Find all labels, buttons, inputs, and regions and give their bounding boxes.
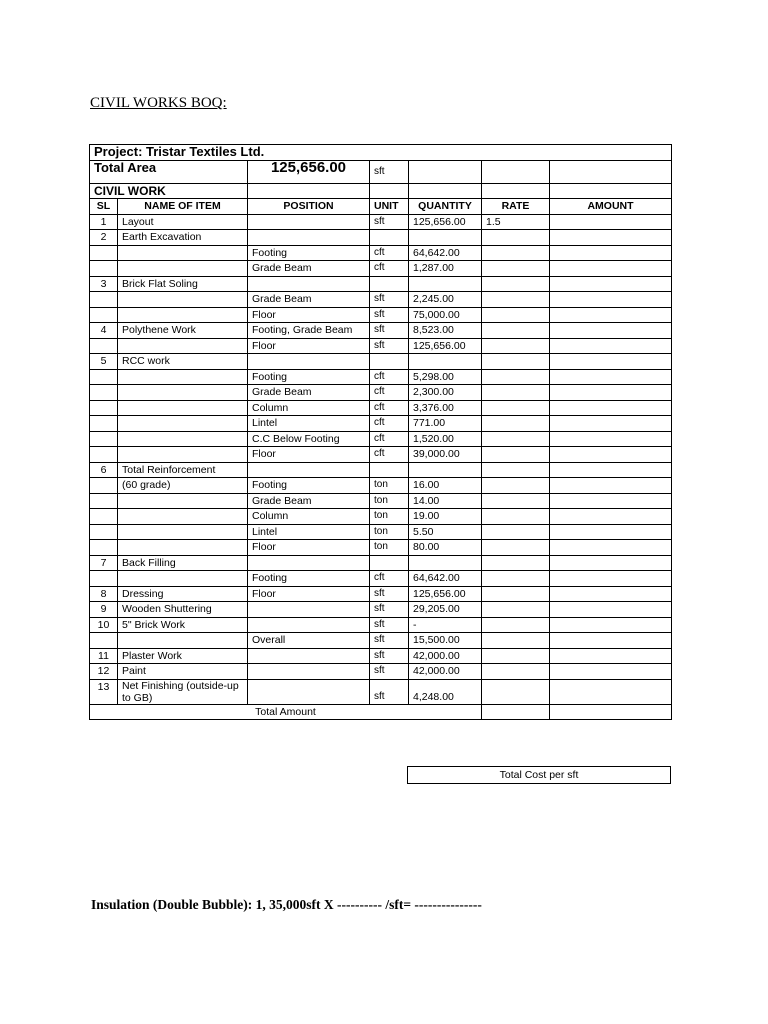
cell-rate (482, 338, 550, 354)
cell-position: Column (248, 509, 370, 525)
cell-amount (550, 230, 672, 246)
cell-rate (482, 261, 550, 277)
cell-quantity: 125,656.00 (409, 214, 482, 230)
cell-unit: cft (370, 416, 409, 432)
header-amount: AMOUNT (550, 199, 672, 215)
table-row (90, 323, 672, 339)
header-quantity: QUANTITY (409, 199, 482, 215)
cell-quantity (409, 230, 482, 246)
cell-position: Lintel (248, 524, 370, 540)
cell-quantity: 42,000.00 (409, 664, 482, 680)
cell-position: Floor (248, 586, 370, 602)
cell-position (248, 617, 370, 633)
cell-amount (550, 493, 672, 509)
cell-item-name (118, 633, 248, 649)
cell-sl: 12 (90, 664, 118, 680)
cell-sl: 13 (90, 679, 118, 704)
cell-quantity: 19.00 (409, 509, 482, 525)
table-row (90, 602, 672, 618)
cell-item-name: RCC work (118, 354, 248, 370)
cell-position: Footing (248, 245, 370, 261)
cell-item-name (118, 385, 248, 401)
cell-item-name (118, 431, 248, 447)
cell-unit: sft (370, 338, 409, 354)
cell-item-name: Polythene Work (118, 323, 248, 339)
cell-quantity: 1,287.00 (409, 261, 482, 277)
cell-quantity: 5.50 (409, 524, 482, 540)
cell-unit: sft (370, 307, 409, 323)
cell-position: Floor (248, 447, 370, 463)
empty-cell (409, 160, 482, 183)
cell-sl (90, 261, 118, 277)
cell-rate (482, 416, 550, 432)
cell-item-name (118, 524, 248, 540)
header-unit: UNIT (370, 199, 409, 215)
cell-unit: ton (370, 509, 409, 525)
cell-position (248, 276, 370, 292)
cell-item-name (118, 292, 248, 308)
empty-cell (550, 160, 672, 183)
cell-unit: cft (370, 447, 409, 463)
cell-unit: cft (370, 369, 409, 385)
total-amount-row (90, 704, 672, 720)
empty-cell (409, 183, 482, 199)
cell-amount (550, 416, 672, 432)
table-row (90, 679, 672, 704)
cell-rate (482, 571, 550, 587)
cell-unit: sft (370, 664, 409, 680)
cell-quantity: 75,000.00 (409, 307, 482, 323)
cell-amount (550, 261, 672, 277)
cell-amount (550, 276, 672, 292)
cell-unit: sft (370, 602, 409, 618)
cell-amount (550, 462, 672, 478)
cell-item-name: (60 grade) (118, 478, 248, 494)
cell-item-name: Dressing (118, 586, 248, 602)
cell-item-name: Plaster Work (118, 648, 248, 664)
cell-amount (550, 354, 672, 370)
cell-item-name (118, 447, 248, 463)
cell-position: Overall (248, 633, 370, 649)
cell-amount (550, 214, 672, 230)
cell-position (248, 664, 370, 680)
cell-amount (550, 648, 672, 664)
cell-quantity: 125,656.00 (409, 338, 482, 354)
cell-amount (550, 338, 672, 354)
cell-rate (482, 633, 550, 649)
cell-unit: sft (370, 292, 409, 308)
cell-position: Footing (248, 571, 370, 587)
cell-amount (550, 447, 672, 463)
cell-unit: ton (370, 540, 409, 556)
cell-position: Footing, Grade Beam (248, 323, 370, 339)
cell-item-name: Brick Flat Soling (118, 276, 248, 292)
cell-item-name (118, 338, 248, 354)
cell-position: Grade Beam (248, 261, 370, 277)
cell-item-name: Back Filling (118, 555, 248, 571)
cell-amount (550, 509, 672, 525)
table-row (90, 261, 672, 277)
cell-rate (482, 245, 550, 261)
table-row (90, 230, 672, 246)
table-row (90, 245, 672, 261)
cell-rate (482, 462, 550, 478)
cell-rate (482, 679, 550, 704)
cell-quantity: 125,656.00 (409, 586, 482, 602)
cell-rate (482, 555, 550, 571)
cell-item-name (118, 493, 248, 509)
cell-sl: 9 (90, 602, 118, 618)
cell-amount (550, 431, 672, 447)
cell-position: Footing (248, 478, 370, 494)
cell-item-name (118, 307, 248, 323)
cell-unit: cft (370, 245, 409, 261)
cell-unit (370, 354, 409, 370)
cell-rate (482, 400, 550, 416)
table-row (90, 509, 672, 525)
cell-sl: 3 (90, 276, 118, 292)
cell-sl (90, 338, 118, 354)
cell-unit: sft (370, 648, 409, 664)
cell-sl (90, 633, 118, 649)
table-row (90, 416, 672, 432)
cell-position (248, 555, 370, 571)
cell-position: C.C Below Footing (248, 431, 370, 447)
header-name: NAME OF ITEM (118, 199, 248, 215)
cell-sl (90, 540, 118, 556)
cell-amount (550, 369, 672, 385)
cell-item-name: Wooden Shuttering (118, 602, 248, 618)
table-row (90, 431, 672, 447)
cell-position (248, 214, 370, 230)
cell-quantity (409, 354, 482, 370)
cell-sl: 4 (90, 323, 118, 339)
cell-sl: 6 (90, 462, 118, 478)
cell-sl (90, 524, 118, 540)
cell-amount (550, 323, 672, 339)
cell-item-name: Earth Excavation (118, 230, 248, 246)
cell-quantity: 771.00 (409, 416, 482, 432)
cell-item-name: Paint (118, 664, 248, 680)
header-row (90, 199, 672, 215)
cell-position: Grade Beam (248, 385, 370, 401)
cell-amount (550, 307, 672, 323)
cell-unit: sft (370, 617, 409, 633)
cell-sl (90, 571, 118, 587)
table-row (90, 276, 672, 292)
cell-item-name (118, 540, 248, 556)
cell-quantity: 8,523.00 (409, 323, 482, 339)
cell-unit: sft (370, 679, 409, 704)
table-row (90, 447, 672, 463)
cell-sl (90, 369, 118, 385)
cell-amount (550, 524, 672, 540)
cell-sl (90, 416, 118, 432)
cell-sl (90, 493, 118, 509)
cell-position: Floor (248, 540, 370, 556)
cell-item-name (118, 509, 248, 525)
section-label: CIVIL WORK (90, 183, 248, 199)
cell-amount (550, 602, 672, 618)
cell-rate (482, 307, 550, 323)
table-row (90, 493, 672, 509)
cell-quantity (409, 276, 482, 292)
table-row (90, 354, 672, 370)
cell-unit (370, 276, 409, 292)
cell-position: Floor (248, 338, 370, 354)
cell-item-name (118, 571, 248, 587)
cell-unit: cft (370, 261, 409, 277)
cell-position (248, 462, 370, 478)
cell-amount (550, 571, 672, 587)
cell-rate (482, 617, 550, 633)
total-area-row (90, 160, 672, 183)
cell-quantity: 2,300.00 (409, 385, 482, 401)
cell-quantity: - (409, 617, 482, 633)
cell-sl (90, 292, 118, 308)
section-row (90, 183, 672, 199)
total-cost-per-sft: Total Cost per sft (407, 766, 671, 784)
cell-item-name: Net Finishing (outside-up to GB) (118, 679, 248, 704)
cell-quantity: 80.00 (409, 540, 482, 556)
table-row (90, 400, 672, 416)
cell-amount (550, 679, 672, 704)
cell-sl (90, 385, 118, 401)
insulation-note: Insulation (Double Bubble): 1, 35,000sft X ---------- /sft= --------------- (91, 897, 482, 912)
document-title: CIVIL WORKS BOQ: (90, 95, 227, 111)
cell-rate (482, 369, 550, 385)
cell-quantity: 5,298.00 (409, 369, 482, 385)
empty-cell (482, 704, 550, 720)
cell-quantity: 1,520.00 (409, 431, 482, 447)
cell-sl (90, 400, 118, 416)
cell-item-name: 5" Brick Work (118, 617, 248, 633)
cell-sl (90, 509, 118, 525)
cell-sl (90, 478, 118, 494)
table-row (90, 633, 672, 649)
project-row (90, 145, 672, 161)
cell-quantity (409, 555, 482, 571)
cell-sl: 8 (90, 586, 118, 602)
cell-quantity: 42,000.00 (409, 648, 482, 664)
cell-amount (550, 664, 672, 680)
cell-rate (482, 524, 550, 540)
cell-position: Lintel (248, 416, 370, 432)
total-amount-label: Total Amount (90, 704, 482, 720)
cell-item-name (118, 400, 248, 416)
table-row (90, 478, 672, 494)
cell-unit: sft (370, 633, 409, 649)
cell-rate (482, 447, 550, 463)
cell-amount (550, 540, 672, 556)
boq-table (89, 144, 672, 720)
cell-quantity: 4,248.00 (409, 679, 482, 704)
cell-item-name (118, 416, 248, 432)
cell-position (248, 354, 370, 370)
table-row (90, 307, 672, 323)
cell-amount (550, 633, 672, 649)
cell-amount (550, 292, 672, 308)
cell-quantity: 2,245.00 (409, 292, 482, 308)
cell-unit: cft (370, 400, 409, 416)
cell-sl: 2 (90, 230, 118, 246)
cell-amount (550, 400, 672, 416)
cell-sl (90, 245, 118, 261)
table-row (90, 369, 672, 385)
cell-sl (90, 431, 118, 447)
cell-unit (370, 230, 409, 246)
table-row (90, 555, 672, 571)
cell-rate (482, 509, 550, 525)
total-area-unit: sft (370, 160, 409, 183)
table-row (90, 571, 672, 587)
empty-cell (482, 183, 550, 199)
cell-quantity (409, 462, 482, 478)
cell-amount (550, 586, 672, 602)
cell-sl: 11 (90, 648, 118, 664)
cell-quantity: 15,500.00 (409, 633, 482, 649)
cell-amount (550, 385, 672, 401)
cell-rate (482, 230, 550, 246)
cell-position: Grade Beam (248, 493, 370, 509)
cell-position: Column (248, 400, 370, 416)
cell-quantity: 14.00 (409, 493, 482, 509)
cell-sl: 1 (90, 214, 118, 230)
cell-item-name (118, 245, 248, 261)
cell-quantity: 16.00 (409, 478, 482, 494)
table-row (90, 540, 672, 556)
table-row (90, 338, 672, 354)
table-row (90, 524, 672, 540)
cell-unit: cft (370, 431, 409, 447)
cell-quantity: 64,642.00 (409, 245, 482, 261)
cell-position: Floor (248, 307, 370, 323)
empty-cell (482, 160, 550, 183)
cell-unit: cft (370, 385, 409, 401)
header-rate: RATE (482, 199, 550, 215)
cell-item-name (118, 369, 248, 385)
cell-position: Footing (248, 369, 370, 385)
cell-unit (370, 555, 409, 571)
cell-unit: ton (370, 524, 409, 540)
cell-rate (482, 323, 550, 339)
table-row (90, 664, 672, 680)
header-position: POSITION (248, 199, 370, 215)
empty-cell (248, 183, 370, 199)
cell-rate (482, 478, 550, 494)
cell-unit: cft (370, 571, 409, 587)
cell-quantity: 29,205.00 (409, 602, 482, 618)
cell-amount (550, 245, 672, 261)
cell-unit: ton (370, 493, 409, 509)
cell-rate (482, 493, 550, 509)
cell-rate (482, 385, 550, 401)
table-row (90, 292, 672, 308)
cell-rate (482, 586, 550, 602)
cell-quantity: 64,642.00 (409, 571, 482, 587)
cell-position: Grade Beam (248, 292, 370, 308)
table-row (90, 214, 672, 230)
cell-amount (550, 478, 672, 494)
cell-amount (550, 555, 672, 571)
cell-rate (482, 664, 550, 680)
cell-rate: 1.5 (482, 214, 550, 230)
project-name: Project: Tristar Textiles Ltd. (90, 145, 672, 161)
cell-rate (482, 648, 550, 664)
cell-rate (482, 602, 550, 618)
table-row (90, 385, 672, 401)
table-row (90, 586, 672, 602)
cell-sl: 7 (90, 555, 118, 571)
cell-rate (482, 354, 550, 370)
cell-position (248, 648, 370, 664)
cell-rate (482, 276, 550, 292)
cell-unit: ton (370, 478, 409, 494)
empty-cell (550, 183, 672, 199)
table-row (90, 462, 672, 478)
cell-unit: sft (370, 323, 409, 339)
cell-sl (90, 307, 118, 323)
cell-unit: sft (370, 214, 409, 230)
table-row (90, 617, 672, 633)
cell-quantity: 39,000.00 (409, 447, 482, 463)
cell-amount (550, 617, 672, 633)
empty-cell (370, 183, 409, 199)
cell-rate (482, 431, 550, 447)
cell-sl: 10 (90, 617, 118, 633)
cell-sl: 5 (90, 354, 118, 370)
total-area-value: 125,656.00 (248, 160, 370, 183)
table-row (90, 648, 672, 664)
total-area-label: Total Area (90, 160, 248, 183)
total-amount-value (550, 704, 672, 720)
header-sl: SL (90, 199, 118, 215)
cell-item-name: Total Reinforcement (118, 462, 248, 478)
cell-item-name: Layout (118, 214, 248, 230)
cell-item-name (118, 261, 248, 277)
cell-unit (370, 462, 409, 478)
cell-position (248, 230, 370, 246)
cell-position (248, 679, 370, 704)
cell-position (248, 602, 370, 618)
cell-rate (482, 540, 550, 556)
cell-unit: sft (370, 586, 409, 602)
cell-sl (90, 447, 118, 463)
cell-rate (482, 292, 550, 308)
cell-quantity: 3,376.00 (409, 400, 482, 416)
